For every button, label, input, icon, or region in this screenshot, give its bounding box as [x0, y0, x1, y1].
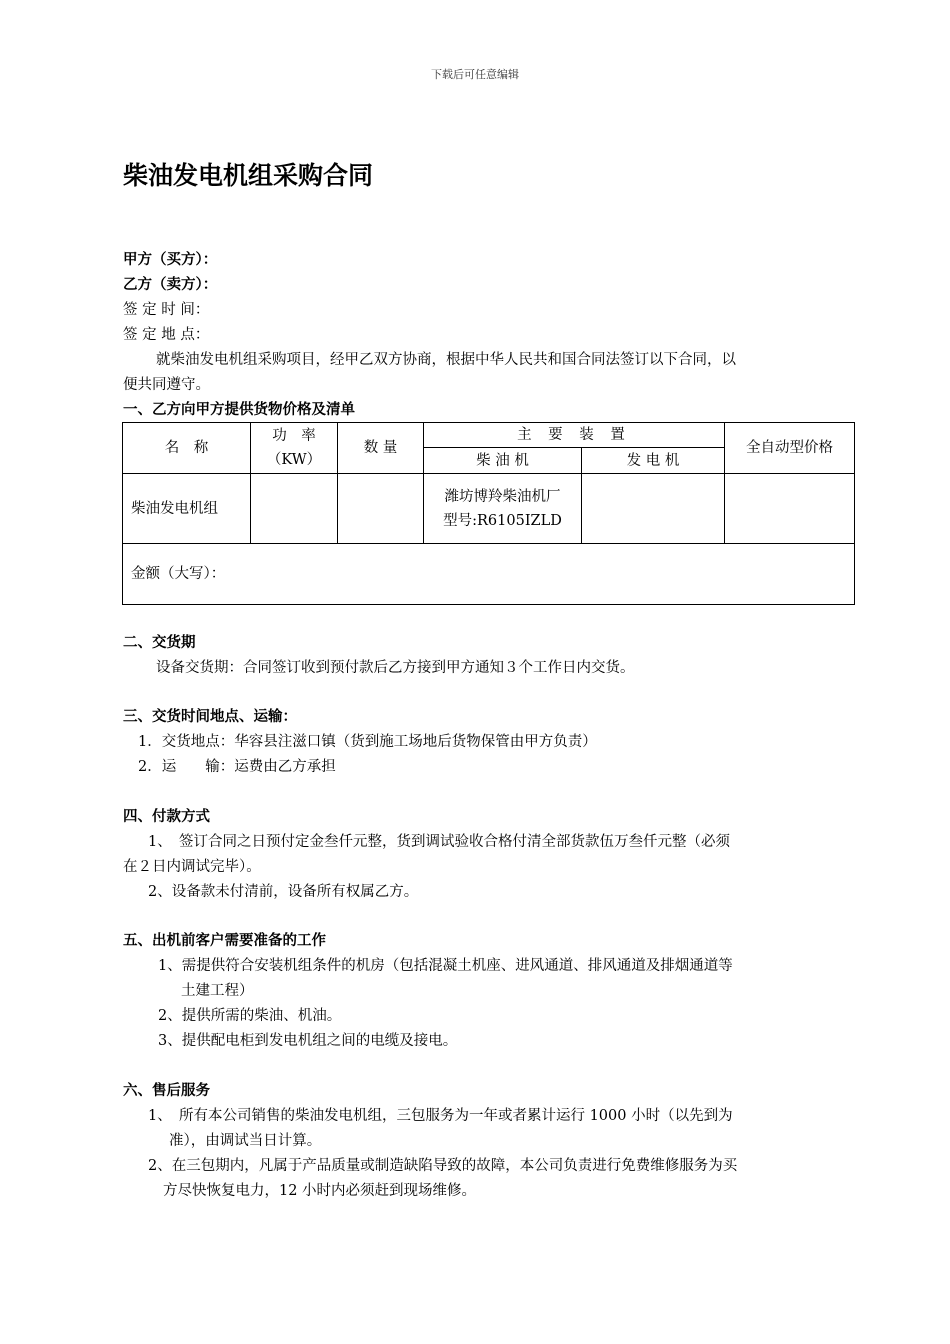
section-2-heading: 二、交货期: [123, 635, 196, 651]
section-5-item-3: 3、提供配电柜到发电机组之间的电缆及接电。: [158, 1033, 458, 1049]
sign-place-label: 签 定 地 点：: [123, 327, 210, 343]
section-6-item-2-line-1: 2、在三包期内，凡属于产品质量或制造缺陷导致的故障，本公司负责进行免费维修服务为买: [148, 1158, 738, 1174]
intro-line-2: 便共同遵守。: [123, 377, 210, 393]
td-qty: [338, 474, 423, 543]
th-power-unit: （KW）: [266, 452, 322, 468]
th-generator-text: 发 电 机: [626, 452, 680, 469]
section-6-item-2-line-2: 方尽快恢复电力，12 小时内必须赶到现场维修。: [163, 1183, 477, 1199]
section-4-item-1-line-2: 在２日内调试完毕）。: [123, 859, 261, 875]
td-amount-label: 金额（大写）：: [131, 566, 226, 582]
td-engine-line-2: 型号:R6105IZLD: [443, 512, 562, 529]
th-engine-text: 柴 油 机: [476, 452, 529, 469]
td-amount: [123, 544, 854, 604]
th-power-text: 功 率: [272, 428, 316, 444]
section-5-heading: 五、出机前客户需要准备的工作: [123, 933, 326, 949]
td-generator: [582, 474, 724, 543]
section-6-heading: 六、售后服务: [123, 1083, 210, 1099]
sign-time-label: 签 定 时 间：: [123, 302, 210, 318]
section-3-line-2: 2．运 输：运费由乙方承担: [138, 759, 336, 775]
section-4-item-1-line-1: 1、 签订合同之日预付定金叁仟元整，货到调试验收合格付清全部货款伍万叁仟元整（必须: [148, 834, 730, 850]
td-name-text: 柴油发电机组: [131, 500, 218, 517]
th-generator: [582, 448, 724, 473]
intro-line-1: 就柴油发电机组采购项目，经甲乙双方协商，根据中华人民共和国合同法签订以下合同，以: [156, 352, 736, 368]
td-power: [251, 474, 337, 543]
th-name: [123, 423, 250, 473]
section-4-heading: 四、付款方式: [123, 809, 210, 825]
th-main-equipment: [424, 423, 724, 447]
td-engine: [424, 474, 581, 543]
section-3-line-1: 1．交货地点：华容县注滋口镇（货到施工场地后货物保管由甲方负责）: [138, 734, 597, 750]
section-5-item-2: 2、提供所需的柴油、机油。: [158, 1008, 342, 1024]
td-price: [725, 474, 854, 543]
section-6-item-1-line-2: 准），由调试当日计算。: [169, 1133, 322, 1149]
td-engine-line-1: 潍坊博羚柴油机厂: [444, 488, 561, 505]
section-5-item-1-line-1: 1、需提供符合安装机组条件的机房（包括混凝土机座、进风通道、排风通道及排烟通道等: [158, 958, 733, 974]
section-4-item-2: 2、设备款未付清前，设备所有权属乙方。: [148, 884, 419, 900]
section-2-line-1: 设备交货期：合同签订收到预付款后乙方接到甲方通知３个工作日内交货。: [156, 660, 635, 676]
contract-title: 柴油发电机组采购合同: [123, 161, 374, 190]
header-note: 下载后可任意编辑: [431, 68, 519, 81]
party-b-label: 乙方（卖方）：: [123, 277, 218, 293]
section-3-heading: 三、交货时间地点、运输：: [123, 709, 297, 725]
th-price-text: 全自动型价格: [746, 440, 833, 456]
section-5-item-1-line-2: 土建工程）: [181, 983, 254, 999]
th-qty-text: 数 量: [363, 440, 398, 456]
th-main-equipment-text: 主 要 装 置: [517, 427, 631, 443]
th-price: [725, 423, 854, 473]
th-power: [251, 423, 337, 473]
th-qty: [338, 423, 423, 473]
th-engine: [424, 448, 581, 473]
section-6-item-1-line-1: 1、 所有本公司销售的柴油发电机组，三包服务为一年或者累计运行 1000 小时（以先到为: [148, 1108, 733, 1124]
party-a-label: 甲方（买方）：: [123, 252, 218, 268]
section-1-heading: 一、乙方向甲方提供货物价格及清单: [123, 402, 355, 418]
th-name-text: 名 称: [164, 440, 209, 456]
td-name: [123, 474, 250, 543]
